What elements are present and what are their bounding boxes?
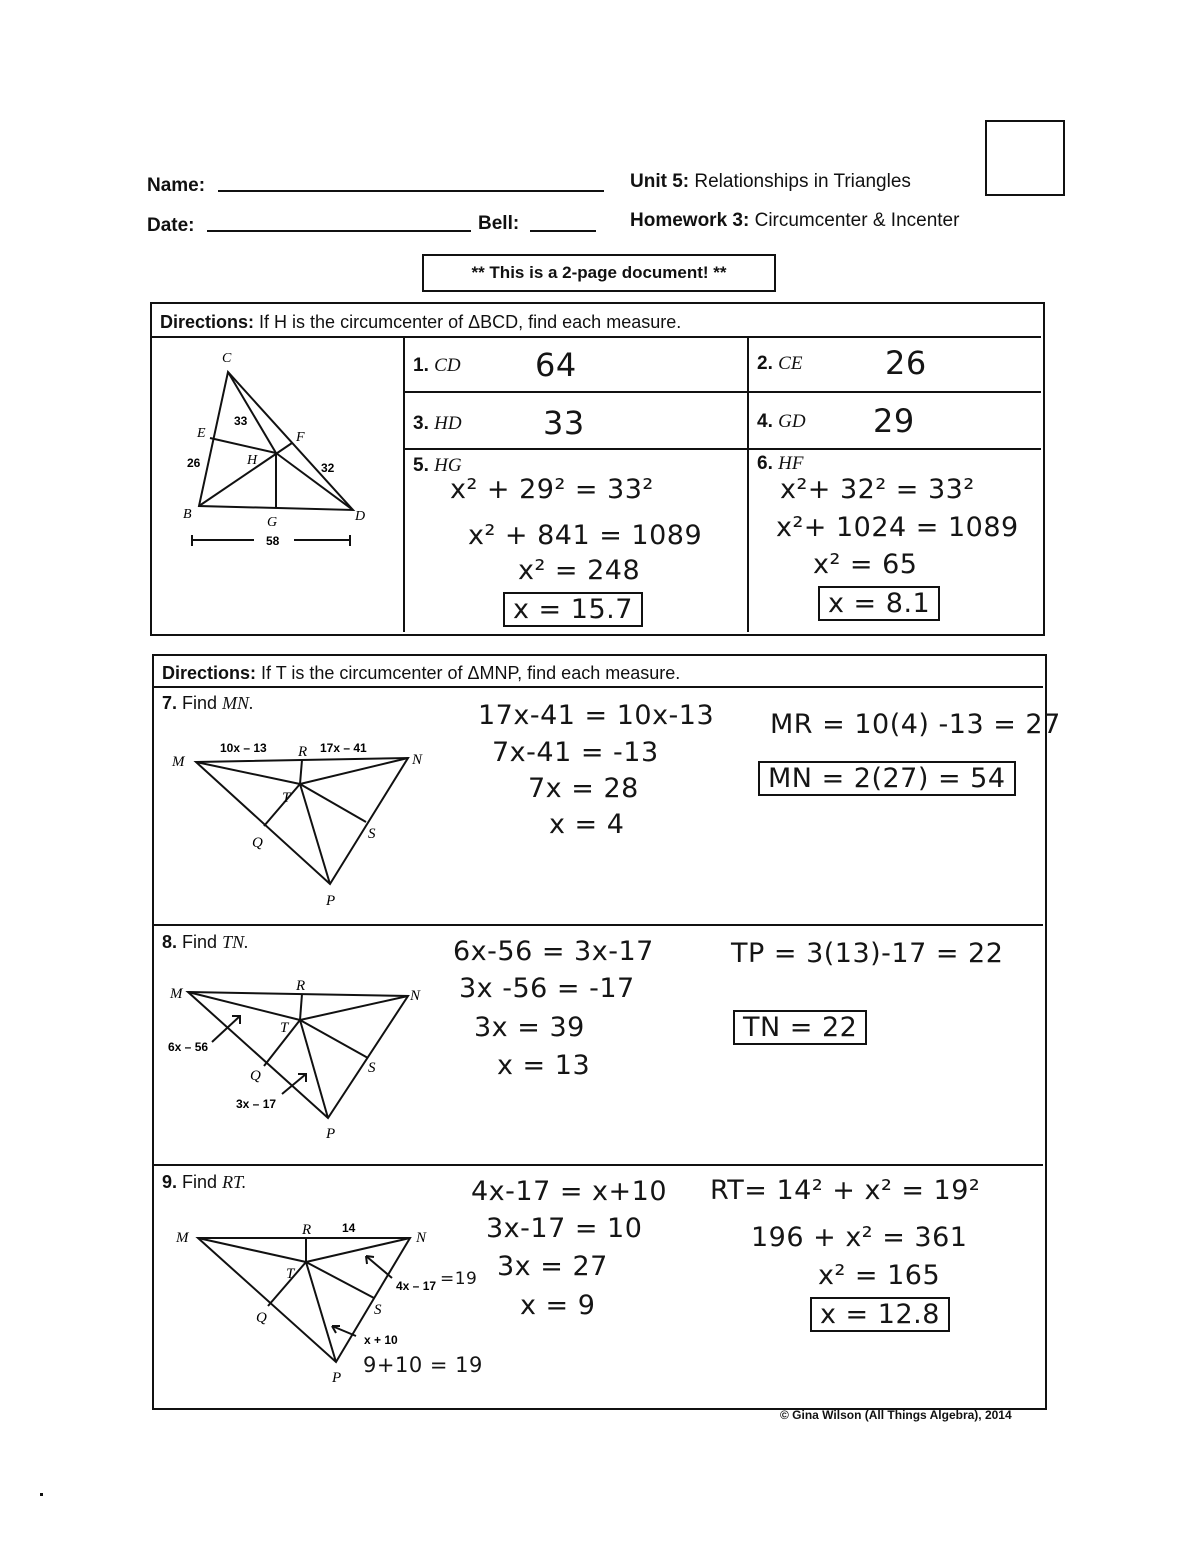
point-label: Q <box>252 835 263 851</box>
problem-9-annotation: 9+10 = 19 <box>363 1353 483 1377</box>
problem-7-figure <box>160 706 450 916</box>
divider <box>747 336 749 632</box>
point-label: T <box>280 1020 289 1036</box>
divider <box>403 391 1041 393</box>
name-field[interactable] <box>218 190 604 192</box>
expression-label: 10x – 13 <box>220 741 267 755</box>
divider <box>152 924 1043 926</box>
divider <box>152 1164 1043 1166</box>
measure-label: 32 <box>321 461 335 475</box>
unit-heading: Unit 5: Relationships in Triangles <box>630 171 911 192</box>
divider <box>152 686 1043 688</box>
item-1-label: 1. CD <box>413 355 461 376</box>
item-6-label: 6. HF <box>757 453 804 474</box>
point-label: S <box>368 826 376 842</box>
problem-9-side-work: x² = 165 <box>818 1260 941 1291</box>
problem-7-side-work: MR = 10(4) -13 = 27 <box>770 709 1061 740</box>
problem-9-work-line: 4x-17 = x+10 <box>471 1176 668 1207</box>
problem-9-work-line: x = 9 <box>520 1290 596 1321</box>
measure-label: 14 <box>342 1221 356 1235</box>
problem-7-answer[interactable]: MN = 2(27) = 54 <box>758 761 1016 796</box>
triangle-outline <box>196 758 408 884</box>
score-box[interactable] <box>985 120 1065 196</box>
vertex-label: B <box>183 507 192 522</box>
point-label: Q <box>250 1068 261 1084</box>
measure-label: 26 <box>187 456 201 470</box>
homework-heading: Homework 3: Circumcenter & Incenter <box>630 210 960 231</box>
problem-9-annotation: =19 <box>440 1269 478 1289</box>
expression-label: 17x – 41 <box>320 741 367 755</box>
item-1-answer[interactable]: 64 <box>535 346 577 384</box>
vertex-label: D <box>355 509 366 524</box>
item-2-answer[interactable]: 26 <box>885 344 927 382</box>
bell-label: Bell: <box>478 213 520 234</box>
point-label: Q <box>256 1310 267 1326</box>
item-5-work-line: x² + 841 = 1089 <box>468 520 703 551</box>
problem-9-answer[interactable]: x = 12.8 <box>810 1297 950 1332</box>
item-6-work-line: x²+ 1024 = 1089 <box>776 512 1019 543</box>
triangle-outline <box>188 992 408 1118</box>
point-label: G <box>267 515 278 530</box>
name-label: Name: <box>147 175 206 196</box>
problem-8-work-line: x = 13 <box>497 1050 591 1081</box>
divider <box>403 448 1041 450</box>
item-4-label: 4. GD <box>757 411 806 432</box>
point-label: T <box>282 790 291 806</box>
expression-label: x + 10 <box>364 1333 398 1347</box>
point-label: R <box>298 744 308 760</box>
expression-label: 6x – 56 <box>168 1040 209 1054</box>
date-label: Date: <box>147 215 195 236</box>
point-label: T <box>286 1266 295 1282</box>
problem-8-work-line: 6x-56 = 3x-17 <box>453 936 654 967</box>
point-label: R <box>302 1222 312 1238</box>
item-5-answer[interactable]: x = 15.7 <box>503 592 643 627</box>
problem-7-work-line: 7x-41 = -13 <box>492 737 659 768</box>
item-4-answer[interactable]: 29 <box>873 402 915 440</box>
vertex-label: C <box>222 351 232 366</box>
problem-8-work-line: 3x -56 = -17 <box>459 973 635 1004</box>
item-3-answer[interactable]: 33 <box>543 404 585 442</box>
problem-8-answer[interactable]: TN = 22 <box>733 1010 867 1045</box>
measure-label: 58 <box>266 534 280 548</box>
problem-8-figure <box>160 946 450 1156</box>
vertex-label: M <box>172 754 185 770</box>
measure-label: 33 <box>234 414 248 428</box>
expression-label: 3x – 17 <box>236 1097 277 1111</box>
point-label: S <box>368 1060 376 1076</box>
vertex-label: N <box>410 988 421 1004</box>
item-5-work-line: x² = 248 <box>518 555 641 586</box>
point-label: F <box>296 430 305 445</box>
problem-7-prompt: 7. Find MN. <box>162 693 254 713</box>
item-6-work-line: x²+ 32² = 33² <box>780 474 975 505</box>
item-6-work-line: x² = 65 <box>813 549 918 580</box>
expression-label: 4x – 17 <box>396 1279 437 1293</box>
item-3-label: 3. HD <box>413 413 462 434</box>
problem-9-work-line: 3x-17 = 10 <box>486 1213 643 1244</box>
problem-7-work-line: x = 4 <box>549 809 625 840</box>
point-label: S <box>374 1302 382 1318</box>
problem-9-side-work: 196 + x² = 361 <box>751 1222 968 1253</box>
problem-7-work-line: 17x-41 = 10x-13 <box>478 700 715 731</box>
vertex-label: P <box>326 893 336 909</box>
problem-7-work-line: 7x = 28 <box>528 773 639 804</box>
copyright: © Gina Wilson (All Things Algebra), 2014 <box>780 1408 1012 1422</box>
section1-directions: Directions: If H is the circumcenter of ΔBCD, find each measure. <box>160 312 682 332</box>
item-6-answer[interactable]: x = 8.1 <box>818 586 940 621</box>
problem-9-work-line: 3x = 27 <box>497 1251 608 1282</box>
problem-8-work-line: 3x = 39 <box>474 1012 585 1043</box>
notice-banner: ** This is a 2-page document! ** <box>422 254 776 292</box>
problem-8-side-work: TP = 3(13)-17 = 22 <box>731 938 1004 969</box>
point-label: R <box>296 978 306 994</box>
vertex-label: P <box>326 1126 336 1142</box>
item-2-label: 2. CE <box>757 353 803 374</box>
point-label: H <box>247 453 258 468</box>
section2-directions: Directions: If T is the circumcenter of ΔMNP, find each measure. <box>162 663 681 683</box>
problem-9-side-work: RT= 14² + x² = 19² <box>710 1175 981 1206</box>
vertex-label: N <box>412 752 423 768</box>
item-5-label: 5. HG <box>413 455 462 476</box>
vertex-label: M <box>176 1230 189 1246</box>
vertex-label: N <box>416 1230 427 1246</box>
triangle-bcd-figure <box>150 338 403 630</box>
date-field[interactable] <box>207 230 471 232</box>
bell-field[interactable] <box>530 230 596 232</box>
problem-8-prompt: 8. Find TN. <box>162 932 249 952</box>
item-5-work-line: x² + 29² = 33² <box>450 474 654 505</box>
vertex-label: P <box>332 1370 342 1386</box>
vertex-label: M <box>170 986 183 1002</box>
scan-speck <box>40 1493 43 1496</box>
problem-9-prompt: 9. Find RT. <box>162 1172 247 1192</box>
point-label: E <box>197 426 206 441</box>
divider <box>403 336 405 632</box>
